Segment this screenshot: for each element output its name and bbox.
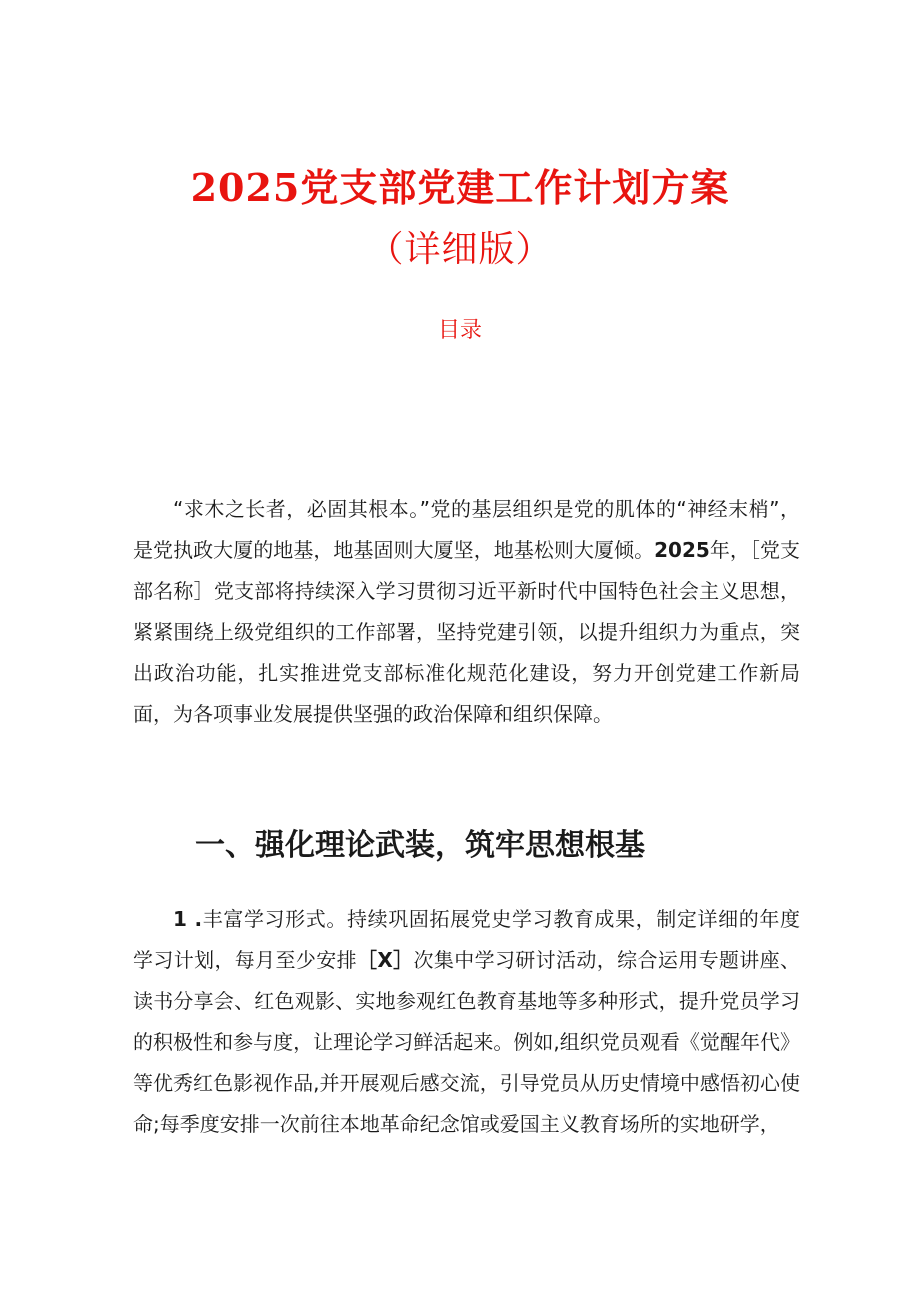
- intro-paragraph: [133, 489, 800, 735]
- document-subtitle: （详细版）: [367, 229, 553, 270]
- document-title: 2025党支部党建工作计划方案: [190, 165, 730, 211]
- item1-text-a: 丰富学习形式。持续巩固拓展党史学习教育成果，制定详细的年度学习计划，每月至少安排: [133, 907, 800, 972]
- section-heading-1: 一、强化理论武装，筑牢思想根基: [195, 828, 645, 863]
- intro-year: 2025: [654, 538, 710, 562]
- intro-text-part2: 年，［党支部名称］党支部将持续深入学习贯彻习近平新时代中国特色社会主义思想，紧紧围绕上级党组织的工作部署，坚持党建引领，以提升组织力为重点，突出政治功能，扎实推进党支部标准化规范化建设，努力开创党建工作新局面，为各项事业发展提供坚强的政治保障和组织保障。: [133, 538, 801, 726]
- intro-text-part1: “求木之长者，必固其根本。”党的基层组织是党的肌体的“神经末梢”，是党执政大厦的地基，地基固则大厦坚，地基松则大厦倾。: [133, 497, 800, 562]
- section1-item1-paragraph: [133, 899, 800, 1145]
- item1-placeholder: ［X］: [356, 948, 414, 972]
- item-number: 1 .: [173, 907, 203, 931]
- table-of-contents-label: 目录: [437, 318, 482, 343]
- item1-text-b: 次集中学习研讨活动，综合运用专题讲座、读书分享会、红色观影、实地参观红色教育基地等多种形式，提升党员学习的积极性和参与度，让理论学习鲜活起来。例如,组织党员观看《觉醒年代》等优秀红色影视作品,并开展观后感交流，引导党员从历史情境中感悟初心使命;每季度安排一次前往本地革命纪念馆或爱国主义教育场所的实地研学，: [133, 948, 801, 1136]
